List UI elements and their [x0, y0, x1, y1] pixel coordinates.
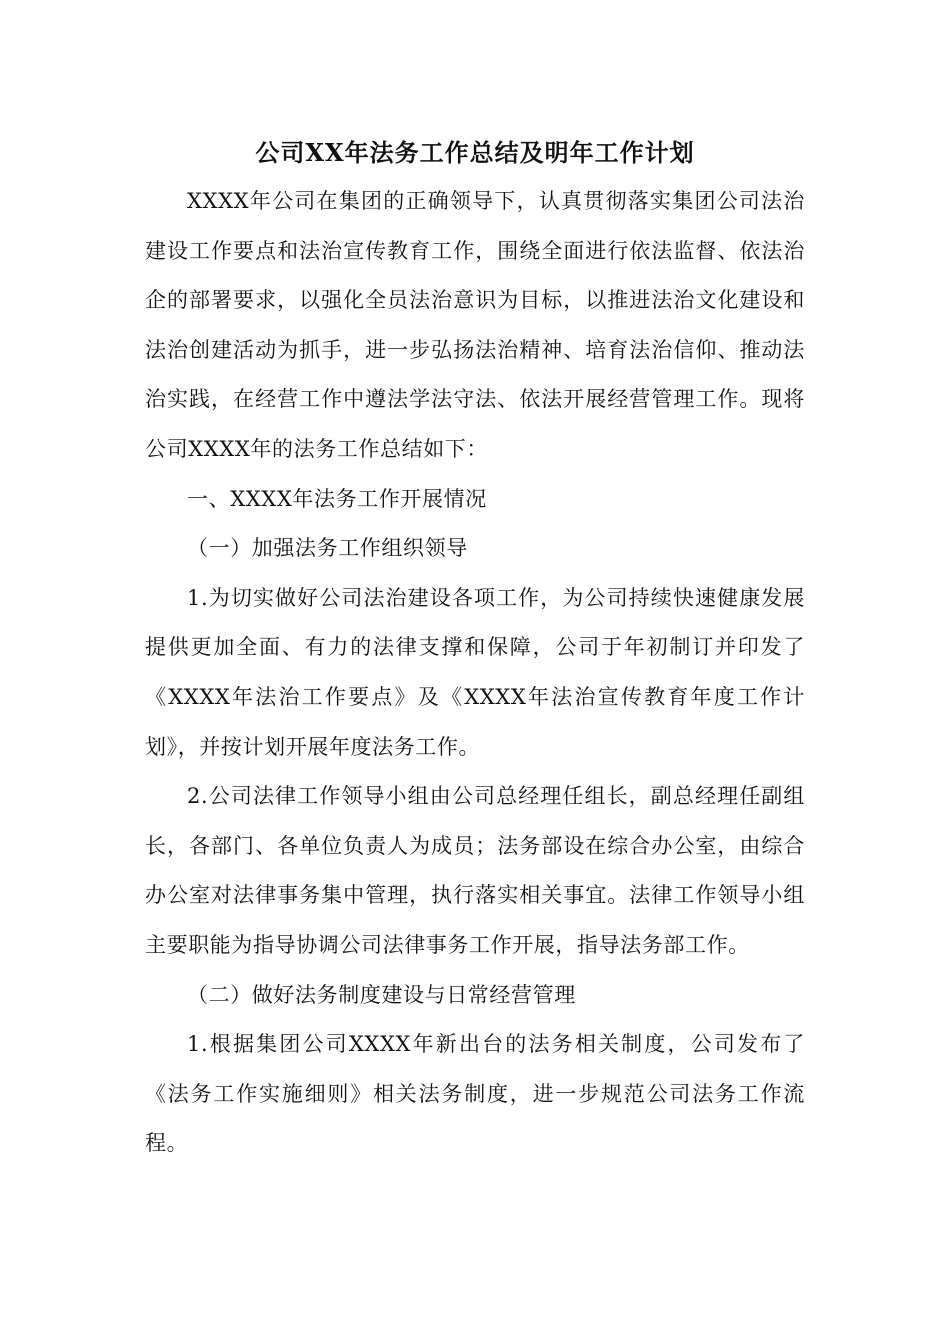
- subsection-heading-1: （一）加强法务工作组织领导: [187, 536, 468, 561]
- subsection-heading-2: （二）做好法务制度建设与日常经营管理: [187, 982, 576, 1007]
- list-item-1-1: 1.为切实做好公司法治建设各项工作，为公司持续快速健康发展提供更加全面、有力的法律支撑和保障，公司于年初制订并印发了《XXXX年法治工作要点》及《XXXX年法治宣传教育年度工作计划》，并按计划开展年度法务工作。: [145, 585, 805, 759]
- section-heading-1: 一、XXXX年法务工作开展情况: [187, 486, 487, 511]
- list-item-1-2: 2.公司法律工作领导小组由公司总经理任组长，副总经理任副组长，各部门、各单位负责人为成员；法务部设在综合办公室，由综合办公室对法律事务集中管理，执行落实相关事宜。法律工作领导小组主要职能为指导协调公司法律事务工作开展，指导法务部工作。: [145, 784, 805, 957]
- document-body: [145, 177, 805, 1169]
- document-title: 公司XX年法务工作总结及明年工作计划: [255, 138, 695, 167]
- list-item-2-1: 1.根据集团公司XXXX年新出台的法务相关制度，公司发布了《法务工作实施细则》相关法务制度，进一步规范公司法务工作流程。: [145, 1032, 805, 1156]
- intro-paragraph: XXXX年公司在集团的正确领导下，认真贯彻落实集团公司法治建设工作要点和法治宣传教育工作，围绕全面进行依法监督、依法治企的部署要求，以强化全员法治意识为目标，以推进法治文化建设和法治创建活动为抓手，进一步弘扬法治精神、培育法治信仰、推动法治实践，在经营工作中遵法学法守法、依法开展经营管理工作。现将公司XXXX年的法务工作总结如下：: [145, 189, 805, 461]
